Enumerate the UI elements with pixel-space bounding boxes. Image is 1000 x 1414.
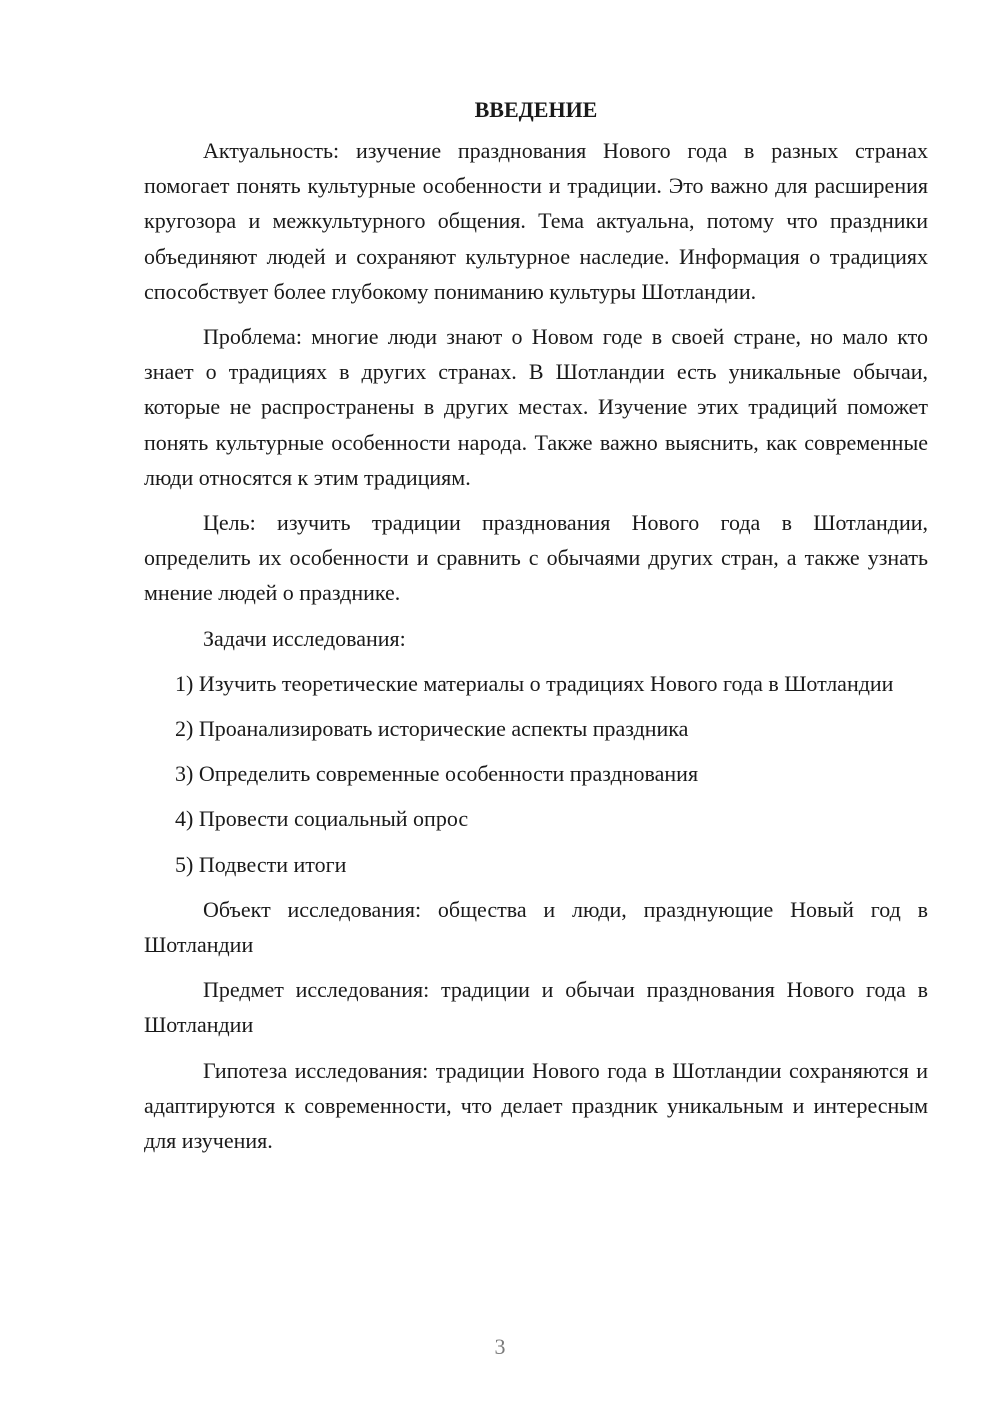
task-item-4: 4) Провести социальный опрос <box>175 806 469 832</box>
goal-paragraph: Цель: изучить традиции празднования Нового года в Шотландии, определить их особенности и сравнить с обычаями других стран, а также узнать мнение людей о празднике. <box>144 510 928 606</box>
subject-paragraph: Предмет исследования: традиции и обычаи празднования Нового года в Шотландии <box>144 977 928 1038</box>
hypothesis-paragraph: Гипотеза исследования: традиции Нового года в Шотландии сохраняются и адаптируются к современности, что делает праздник уникальным и интересным для изучения. <box>144 1057 928 1154</box>
task-item-2: 2) Проанализировать исторические аспекты праздника <box>175 716 689 742</box>
object-paragraph: Объект исследования: общества и люди, празднующие Новый год в Шотландии <box>144 896 928 958</box>
page-number: 3 <box>494 1334 506 1359</box>
page-title: ВВЕДЕНИЕ <box>474 97 598 122</box>
task-item-3: 3) Определить современные особенности празднования <box>175 761 699 787</box>
relevance-paragraph: Актуальность: изучение празднования Нового года в разных странах помогает понять культурные особенности и традиции. Это важно для расширения кругозора и межкультурного общения. Тема актуальна, потому что праздники объединяют людей и сохраняют культурное наследие. Информация о традициях способствует более глубокому пониманию культуры Шотландии. <box>144 138 928 304</box>
tasks-list <box>144 666 928 882</box>
task-item-1: 1) Изучить теоретические материалы о традициях Нового года в Шотландии <box>175 670 894 696</box>
task-item-5: 5) Подвести итоги <box>175 851 347 877</box>
tasks-heading: Задачи исследования: <box>203 625 406 651</box>
problem-paragraph: Проблема: многие люди знают о Новом годе в своей стране, но мало кто знает о традициях в других странах. В Шотландии есть уникальные обычаи, которые не распространены в других местах. Изучение этих традиций поможет понять культурные особенности народа. Также важно выяснить, как современные люди относятся к этим традициям. <box>144 324 928 490</box>
document-page <box>144 92 928 1168</box>
